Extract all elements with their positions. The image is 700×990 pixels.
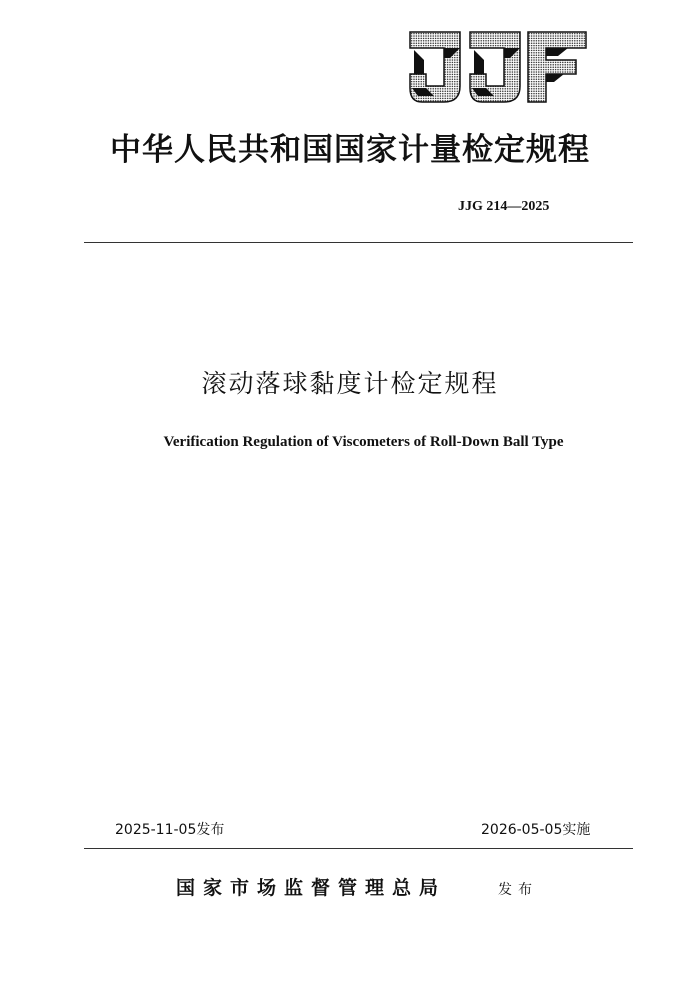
header-divider bbox=[84, 242, 633, 243]
issuing-authority: 国家市场监督管理总局 bbox=[176, 877, 447, 899]
logo-letter-j2 bbox=[470, 32, 520, 102]
organization-title: 中华人民共和国国家计量检定规程 bbox=[110, 132, 590, 168]
document-title-english: Verification Regulation of Viscometers of Roll-Down Ball Type bbox=[163, 434, 564, 450]
implementation-date: 2026-05-05实施 bbox=[481, 822, 591, 838]
jjf-logo bbox=[408, 30, 588, 104]
document-number: JJG 214—2025 bbox=[458, 199, 550, 214]
issuer-suffix: 发布 bbox=[498, 882, 538, 898]
issue-date: 2025-11-05发布 bbox=[115, 822, 225, 838]
logo-letter-j1 bbox=[410, 32, 460, 102]
footer-divider bbox=[84, 848, 633, 849]
logo-letter-f bbox=[528, 32, 586, 102]
document-title-chinese: 滚动落球黏度计检定规程 bbox=[201, 369, 499, 398]
